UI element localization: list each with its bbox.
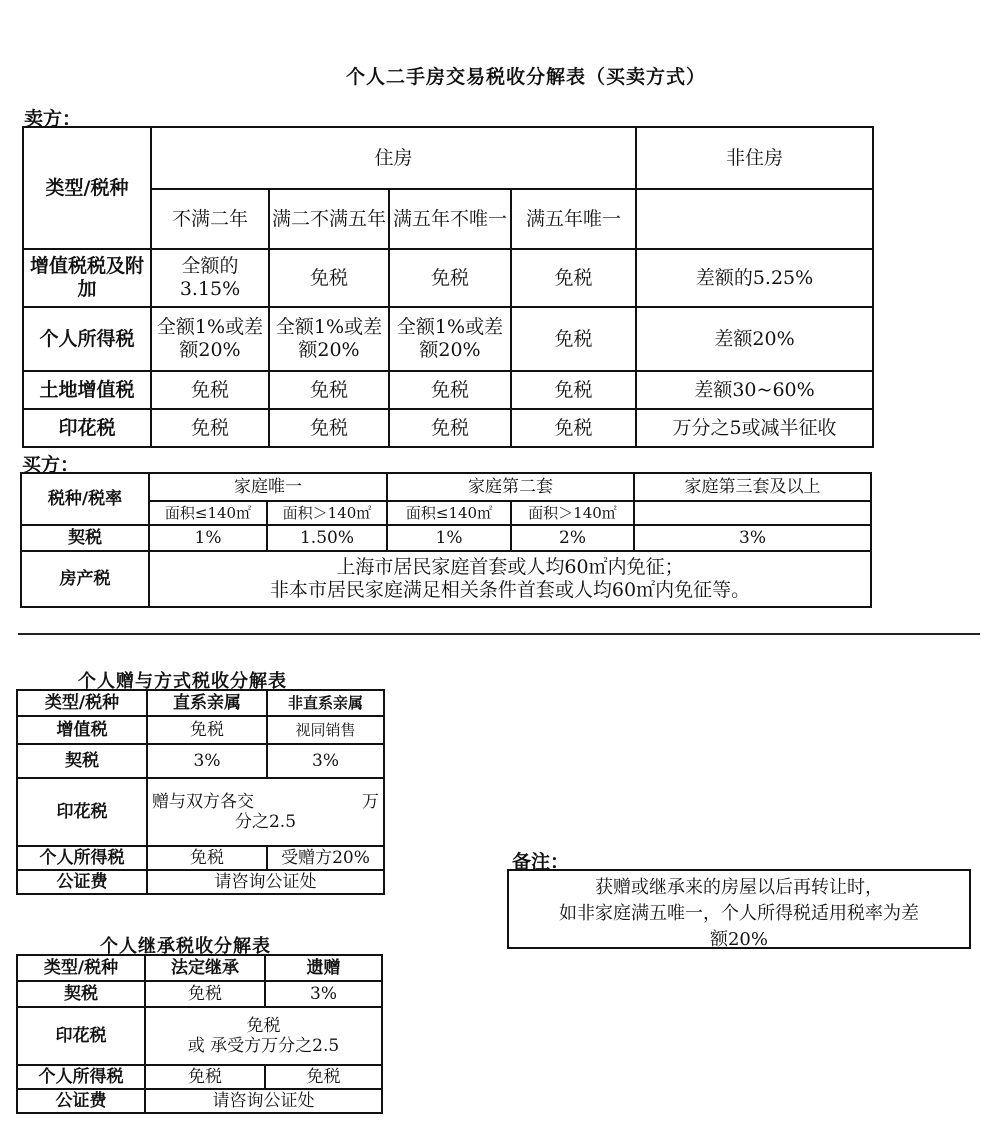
table-cell: 免税: [389, 249, 511, 307]
stamp-line: [150, 792, 381, 812]
table-cell: 万分之5或减半征收: [636, 409, 873, 447]
row-label: 个人所得税: [23, 307, 151, 371]
property-tax-line: 上海市居民家庭首套或人均60㎡内免征；: [336, 556, 684, 579]
table-cell: 受赠方20%: [267, 846, 384, 870]
table-row: [23, 371, 873, 409]
table-cell: 3%: [147, 744, 267, 778]
table-cell: 1%: [387, 525, 511, 551]
table-cell: 全额1%或差额20%: [389, 307, 511, 371]
table-cell: 免税: [265, 1065, 382, 1089]
table-cell: 3%: [265, 981, 382, 1007]
row-label: 增值税: [17, 716, 147, 744]
col-header: 满五年唯一: [511, 189, 636, 249]
page-title: 个人二手房交易税收分解表（买卖方式）: [346, 66, 707, 88]
table-cell: 全额的3.15%: [151, 249, 269, 307]
row-label: 个人所得税: [17, 1065, 145, 1089]
housing-header: 住房: [151, 127, 636, 189]
stamp-tax-cell: [147, 778, 384, 846]
table-cell: 免税: [151, 409, 269, 447]
note-line: 如非家庭满五唯一，个人所得税适用税率为差: [559, 903, 919, 924]
table-cell: 1.50%: [267, 525, 387, 551]
non-housing-header: 非住房: [636, 127, 873, 189]
table-cell: 免税: [269, 371, 389, 409]
buyer-corner-header: 税种/税率: [21, 473, 149, 525]
table-cell: 免税: [269, 409, 389, 447]
buyer-table: [20, 472, 872, 608]
stamp-text: 免税: [246, 1015, 281, 1036]
col-header-empty: [636, 189, 873, 249]
table-header: 非直系亲属: [267, 690, 384, 716]
table-row: [17, 744, 384, 778]
seller-label: 卖方：: [24, 108, 82, 130]
table-cell: 免税: [389, 409, 511, 447]
table-cell: 免税: [511, 371, 636, 409]
sub-header: 面积＞140㎡: [267, 501, 387, 525]
sub-header: 面积≤140㎡: [387, 501, 511, 525]
row-label: 公证费: [17, 870, 147, 894]
table-cell: 3%: [267, 744, 384, 778]
row-label: 印花税: [17, 778, 147, 846]
table-header: 类型/税种: [17, 690, 147, 716]
sub-header: 面积＞140㎡: [511, 501, 634, 525]
stamp-text: 分之2.5: [234, 812, 297, 832]
row-label: 个人所得税: [17, 846, 147, 870]
table-cell: 全额1%或差额20%: [269, 307, 389, 371]
table-cell: 免税: [511, 409, 636, 447]
table-row: [23, 307, 873, 371]
note-line: 额20%: [709, 929, 768, 950]
table-cell: 免税: [145, 981, 265, 1007]
divider: [18, 633, 980, 635]
table-cell: 全额1%或差额20%: [151, 307, 269, 371]
table-cell: 视同销售: [267, 716, 384, 744]
note-line: 获赠或继承来的房屋以后再转让时，: [595, 877, 883, 898]
table-cell: 差额20%: [636, 307, 873, 371]
table-row: [21, 525, 871, 551]
col-header: 满五年不唯一: [389, 189, 511, 249]
table-cell: 差额30~60%: [636, 371, 873, 409]
row-label: 契税: [17, 981, 145, 1007]
group-header: 家庭第三套及以上: [634, 473, 871, 501]
property-tax-line: 非本市居民家庭满足相关条件首套或人均60㎡内免征等。: [269, 579, 751, 601]
table-cell: 3%: [634, 525, 871, 551]
table-row: [23, 409, 873, 447]
gift-table: [16, 689, 385, 895]
row-label: 契税: [17, 744, 147, 778]
table-cell: 差额的5.25%: [636, 249, 873, 307]
table-cell: 免税: [269, 249, 389, 307]
stamp-tax-cell: [145, 1007, 382, 1065]
property-tax-cell: [149, 551, 871, 607]
table-header: 直系亲属: [147, 690, 267, 716]
seller-corner-header: 类型/税种: [23, 127, 151, 249]
table-cell: 1%: [149, 525, 267, 551]
seller-table: [22, 126, 874, 448]
stamp-text: 或 承受方万分之2.5: [187, 1036, 340, 1056]
table-cell: 免税: [511, 249, 636, 307]
table-cell: 免税: [151, 371, 269, 409]
table-row: [17, 716, 384, 744]
group-header: 家庭第二套: [387, 473, 634, 501]
table-header: 类型/税种: [17, 955, 145, 981]
table-cell: 免税: [145, 1065, 265, 1089]
inherit-title: 个人继承税收分解表: [100, 936, 271, 957]
table-row: [17, 981, 382, 1007]
group-header: 家庭唯一: [149, 473, 387, 501]
table-row: [17, 846, 384, 870]
buyer-label: 买方：: [22, 454, 80, 476]
row-label: 印花税: [23, 409, 151, 447]
table-row: [17, 1007, 382, 1065]
table-cell: 免税: [389, 371, 511, 409]
row-label: 增值税税及附加: [23, 249, 151, 307]
stamp-text: 万: [362, 791, 379, 812]
note-box: [507, 869, 971, 949]
table-row: [17, 1065, 382, 1089]
row-label: 公证费: [17, 1089, 145, 1113]
stamp-text: 赠与双方各交: [152, 791, 254, 812]
sub-header-empty: [634, 501, 871, 525]
row-label: 印花税: [17, 1007, 145, 1065]
col-header: 满二不满五年: [269, 189, 389, 249]
table-cell: 免税: [147, 846, 267, 870]
table-cell: 免税: [511, 307, 636, 371]
table-header: 法定继承: [145, 955, 265, 981]
table-cell: 免税: [147, 716, 267, 744]
table-row: [23, 249, 873, 307]
row-label: 房产税: [21, 551, 149, 607]
table-row: [17, 778, 384, 846]
col-header: 不满二年: [151, 189, 269, 249]
sub-header: 面积≤140㎡: [149, 501, 267, 525]
table-row: [17, 870, 384, 894]
table-row: [21, 551, 871, 607]
row-label: 契税: [21, 525, 149, 551]
table-row: [17, 1089, 382, 1113]
table-cell: 2%: [511, 525, 634, 551]
table-cell: 请咨询公证处: [147, 870, 384, 894]
gift-title: 个人赠与方式税收分解表: [78, 671, 287, 692]
note-label: 备注：: [512, 851, 570, 873]
table-header: 遗赠: [265, 955, 382, 981]
row-label: 土地增值税: [23, 371, 151, 409]
table-cell: 请咨询公证处: [145, 1089, 382, 1113]
inherit-table: [16, 954, 383, 1114]
